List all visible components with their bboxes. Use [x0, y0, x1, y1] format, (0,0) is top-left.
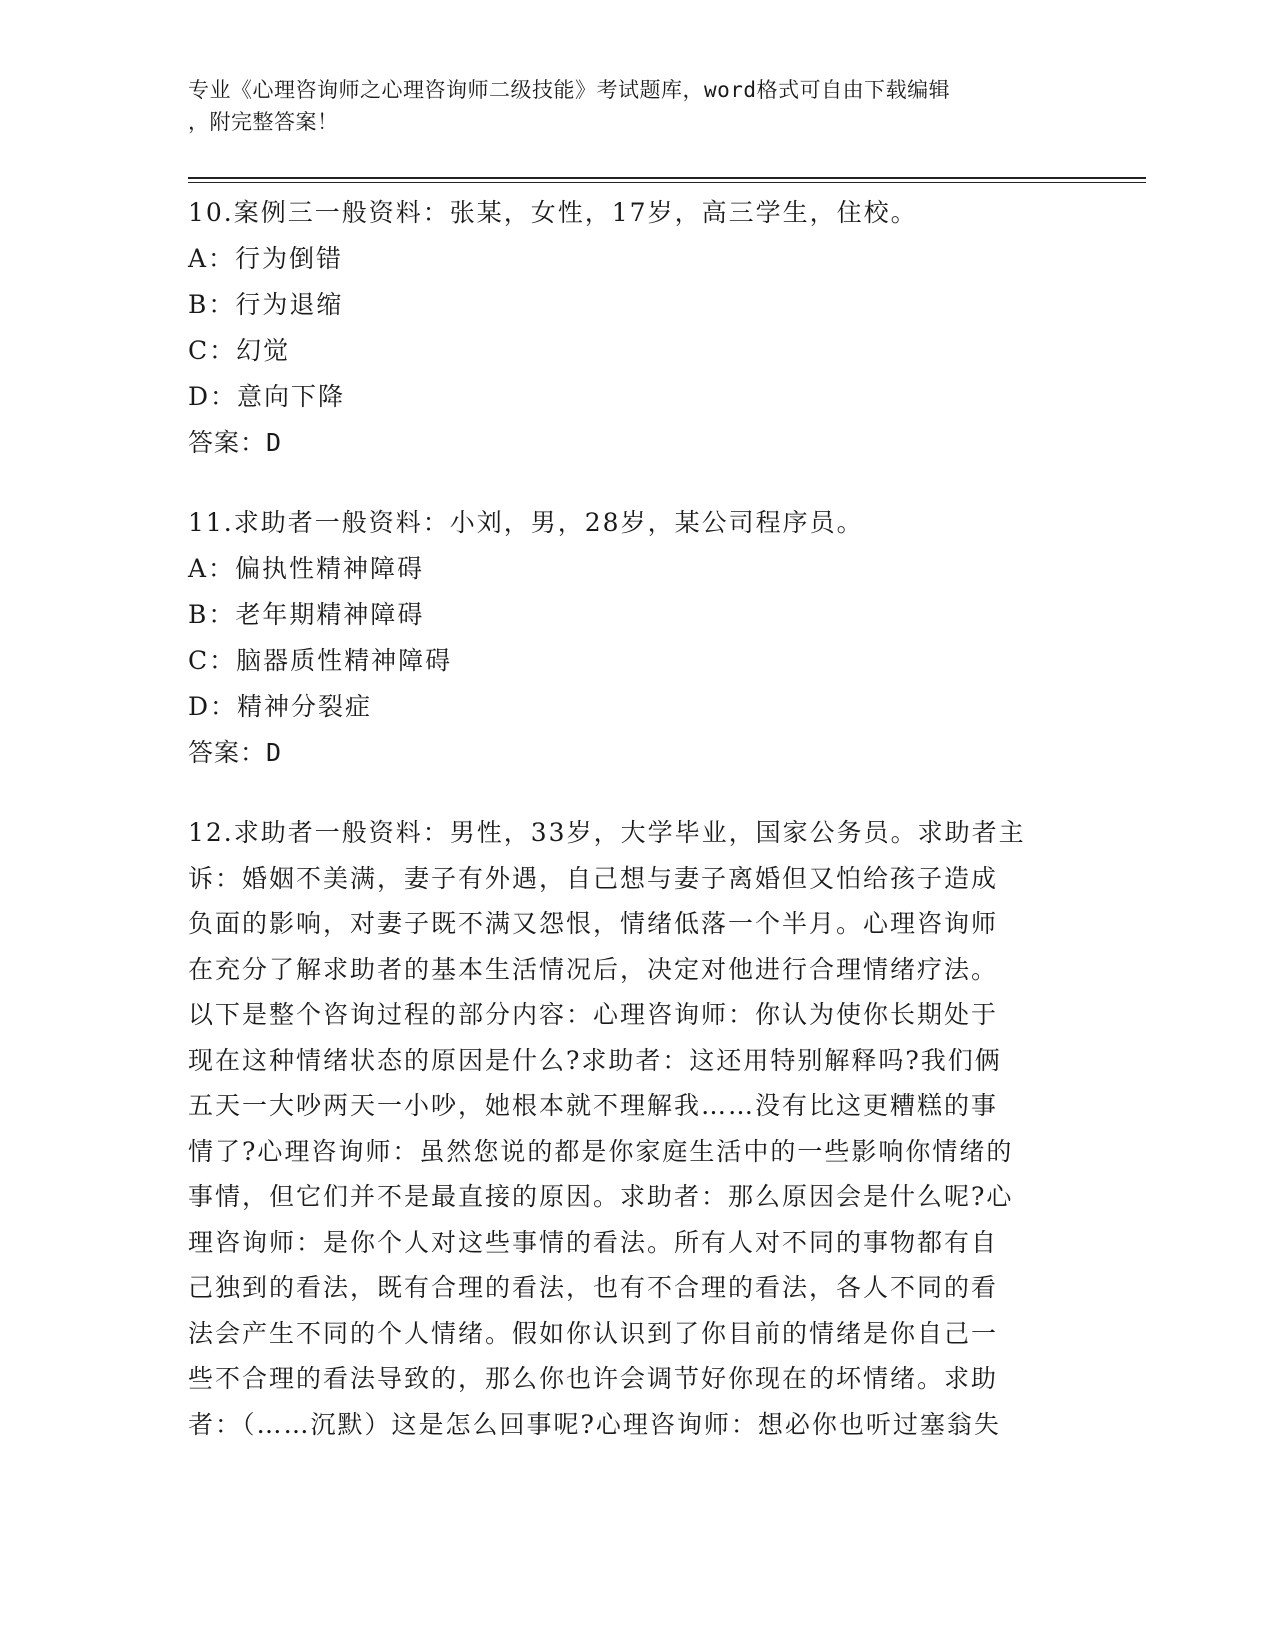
option-a: A：偏执性精神障碍 — [188, 554, 425, 583]
option-c: C：幻觉 — [188, 336, 291, 365]
question-stem-line: 12.求助者一般资料：男性，33岁，大学毕业，国家公务员。求助者主 — [188, 818, 1026, 847]
option-a: A：行为倒错 — [188, 244, 344, 273]
question-stem-line: 些不合理的看法导致的，那么你也许会调节好你现在的坏情绪。求助 — [188, 1364, 999, 1393]
question-stem: 10.案例三一般资料：张某，女性，17岁，高三学生，住校。 — [188, 198, 918, 227]
option-b: B：老年期精神障碍 — [188, 600, 425, 629]
document-header — [188, 74, 1068, 138]
question-stem-line: 以下是整个咨询过程的部分内容：心理咨询师：你认为使你长期处于 — [188, 1000, 999, 1029]
question-stem-line: 负面的影响，对妻子既不满又怨恨，情绪低落一个半月。心理咨询师 — [188, 909, 999, 938]
option-d: D：意向下降 — [188, 382, 346, 411]
answer-label: 答案：D — [188, 738, 283, 767]
question-stem-line: 己独到的看法，既有合理的看法，也有不合理的看法，各人不同的看 — [188, 1273, 999, 1302]
header-divider-thick — [188, 177, 1146, 179]
question-stem-line: 理咨询师：是你个人对这些事情的看法。所有人对不同的事物都有自 — [188, 1227, 999, 1257]
question-stem-line: 者：（……沉默）这是怎么回事呢?心理咨询师：想必你也听过塞翁失 — [188, 1409, 1001, 1439]
option-b: B：行为退缩 — [188, 290, 344, 319]
question-12 — [188, 810, 1078, 1447]
question-stem-line: 法会产生不同的个人情绪。假如你认识到了你目前的情绪是你自己一 — [188, 1318, 999, 1348]
question-11 — [188, 500, 1078, 776]
question-stem-line: 情了?心理咨询师：虽然您说的都是你家庭生活中的一些影响你情绪的 — [188, 1136, 1014, 1166]
header-line-2: ，附完整答案！ — [188, 110, 339, 134]
option-c: C：脑器质性精神障碍 — [188, 646, 453, 675]
question-stem-line: 诉：婚姻不美满，妻子有外遇，自己想与妻子离婚但又怕给孩子造成 — [188, 863, 999, 893]
question-stem-line: 事情，但它们并不是最直接的原因。求助者：那么原因会是什么呢?心 — [188, 1182, 1014, 1211]
option-d: D：精神分裂症 — [188, 692, 373, 721]
header-divider-thin — [188, 182, 1146, 183]
question-10 — [188, 190, 1078, 466]
answer-label: 答案：D — [188, 428, 283, 457]
question-stem: 11.求助者一般资料：小刘，男，28岁，某公司程序员。 — [188, 508, 864, 537]
header-line-1: 专业《心理咨询师之心理咨询师二级技能》考试题库，word格式可自由下载编辑 — [188, 78, 951, 102]
document-body — [188, 190, 1078, 1481]
question-stem-line: 五天一大吵两天一小吵，她根本就不理解我……没有比这更糟糕的事 — [188, 1091, 999, 1120]
question-stem-line: 现在这种情绪状态的原因是什么?求助者：这还用特别解释吗?我们俩 — [188, 1045, 1002, 1075]
question-stem-line: 在充分了解求助者的基本生活情况后，决定对他进行合理情绪疗法。 — [188, 954, 999, 984]
